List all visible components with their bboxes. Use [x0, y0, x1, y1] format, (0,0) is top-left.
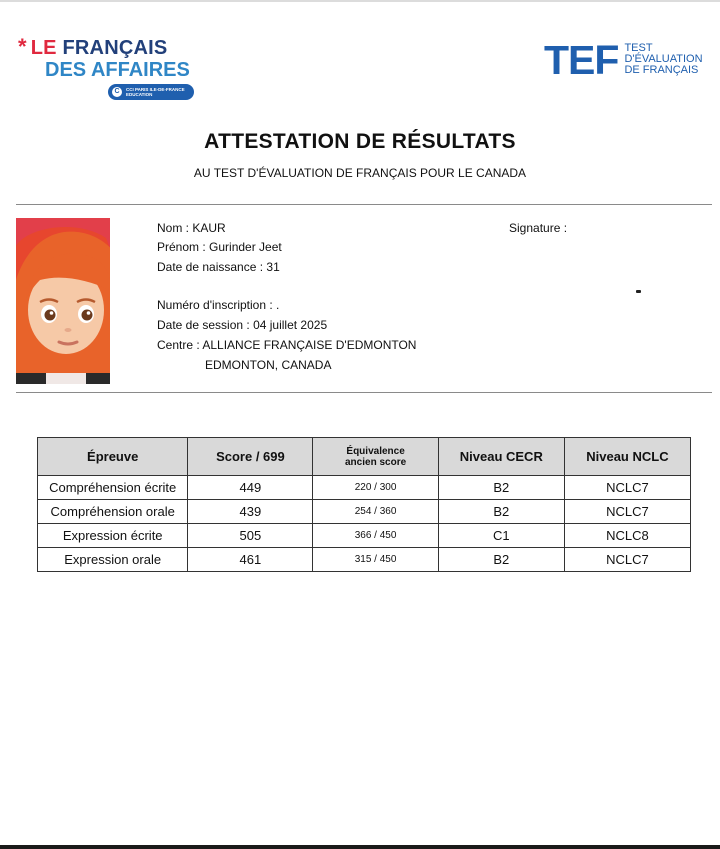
session-value: 04 juillet 2025	[253, 318, 328, 332]
cell-nclc: NCLC7	[564, 548, 690, 572]
header-equivalence-line-1: Équivalence	[346, 445, 405, 457]
registration-label: Numéro d'inscription :	[157, 298, 273, 312]
candidate-birthdate	[157, 260, 280, 274]
cell-score: 461	[188, 548, 313, 572]
bottom-border	[0, 845, 720, 849]
tef-logo-tagline	[624, 43, 702, 76]
cell-nclc: NCLC7	[564, 476, 690, 500]
cci-badge-line-1: CCI PARIS ILE-DE-FRANCE	[126, 87, 185, 92]
signature-label: Signature :	[509, 221, 568, 235]
logo-line-2: DES AFFAIRES	[45, 59, 190, 81]
tef-logo-letters: TEF	[544, 37, 619, 83]
asterisk-icon: *	[18, 34, 27, 59]
cell-epreuve: Compréhension orale	[38, 500, 188, 524]
document-title: ATTESTATION DE RÉSULTATS	[204, 130, 516, 153]
tef-tagline-line-2: D'ÉVALUATION	[624, 53, 703, 65]
cell-cecr: C1	[438, 524, 564, 548]
header-epreuve: Épreuve	[38, 438, 188, 476]
tef-tagline-line-1: TEST	[624, 42, 653, 54]
cell-cecr: B2	[438, 500, 564, 524]
cci-logo-icon: C	[112, 87, 122, 97]
session-label: Date de session :	[157, 318, 250, 332]
table-row	[38, 524, 691, 548]
cell-nclc: NCLC8	[564, 524, 690, 548]
le-francais-des-affaires-logo	[18, 34, 208, 97]
cell-epreuve: Expression orale	[38, 548, 188, 572]
candidate-registration	[157, 298, 279, 312]
divider-top	[16, 204, 712, 205]
name-value: KAUR	[192, 221, 226, 235]
logo-word-francais: FRANÇAIS	[62, 37, 168, 59]
results-table	[37, 437, 691, 572]
logo-line-1	[18, 36, 208, 59]
candidate-name	[157, 221, 226, 235]
firstname-label: Prénom :	[157, 240, 206, 254]
test-centre-city: EDMONTON, CANADA	[205, 358, 332, 372]
cell-nclc: NCLC7	[564, 500, 690, 524]
header-equivalence-line-2: ancien score	[345, 456, 407, 468]
cci-badge-line-2: EDUCATION	[126, 92, 153, 97]
divider-bottom	[16, 392, 712, 393]
cell-epreuve: Compréhension écrite	[38, 476, 188, 500]
cell-equivalence: 220 / 300	[313, 476, 438, 500]
cell-equivalence: 315 / 450	[313, 548, 438, 572]
cell-equivalence: 366 / 450	[313, 524, 438, 548]
birthdate-value: 31	[266, 260, 280, 274]
centre-label: Centre :	[157, 338, 200, 352]
cell-epreuve: Expression écrite	[38, 524, 188, 548]
results-header-row	[38, 438, 691, 476]
table-row	[38, 476, 691, 500]
candidate-photo	[16, 218, 110, 384]
table-row	[38, 548, 691, 572]
document-subtitle: AU TEST D'ÉVALUATION DE FRANÇAIS POUR LE CANADA	[193, 166, 527, 180]
centre-value-line-1: ALLIANCE FRANÇAISE D'EDMONTON	[202, 338, 417, 352]
test-centre	[157, 338, 416, 352]
firstname-value: Gurinder Jeet	[209, 240, 282, 254]
top-border	[0, 0, 720, 2]
cell-cecr: B2	[438, 476, 564, 500]
signature-mark	[636, 290, 641, 293]
header-nclc: Niveau NCLC	[564, 438, 690, 476]
header-cecr: Niveau CECR	[438, 438, 564, 476]
birthdate-label: Date de naissance :	[157, 260, 264, 274]
candidate-firstname	[157, 240, 282, 254]
tef-logo	[544, 37, 703, 83]
cell-score: 449	[188, 476, 313, 500]
cci-education-badge	[108, 84, 194, 100]
session-date	[157, 318, 327, 332]
cell-cecr: B2	[438, 548, 564, 572]
cci-badge-text	[126, 87, 185, 97]
logo-word-le: LE	[30, 37, 57, 59]
table-row	[38, 500, 691, 524]
avatar-emoji-icon	[16, 218, 110, 384]
cell-score: 439	[188, 500, 313, 524]
cell-equivalence: 254 / 360	[313, 500, 438, 524]
header-equivalence	[313, 438, 438, 476]
registration-value: .	[276, 298, 280, 312]
header-score: Score / 699	[188, 438, 313, 476]
name-label: Nom :	[157, 221, 190, 235]
cell-score: 505	[188, 524, 313, 548]
tef-tagline-line-3: DE FRANÇAIS	[624, 64, 699, 76]
